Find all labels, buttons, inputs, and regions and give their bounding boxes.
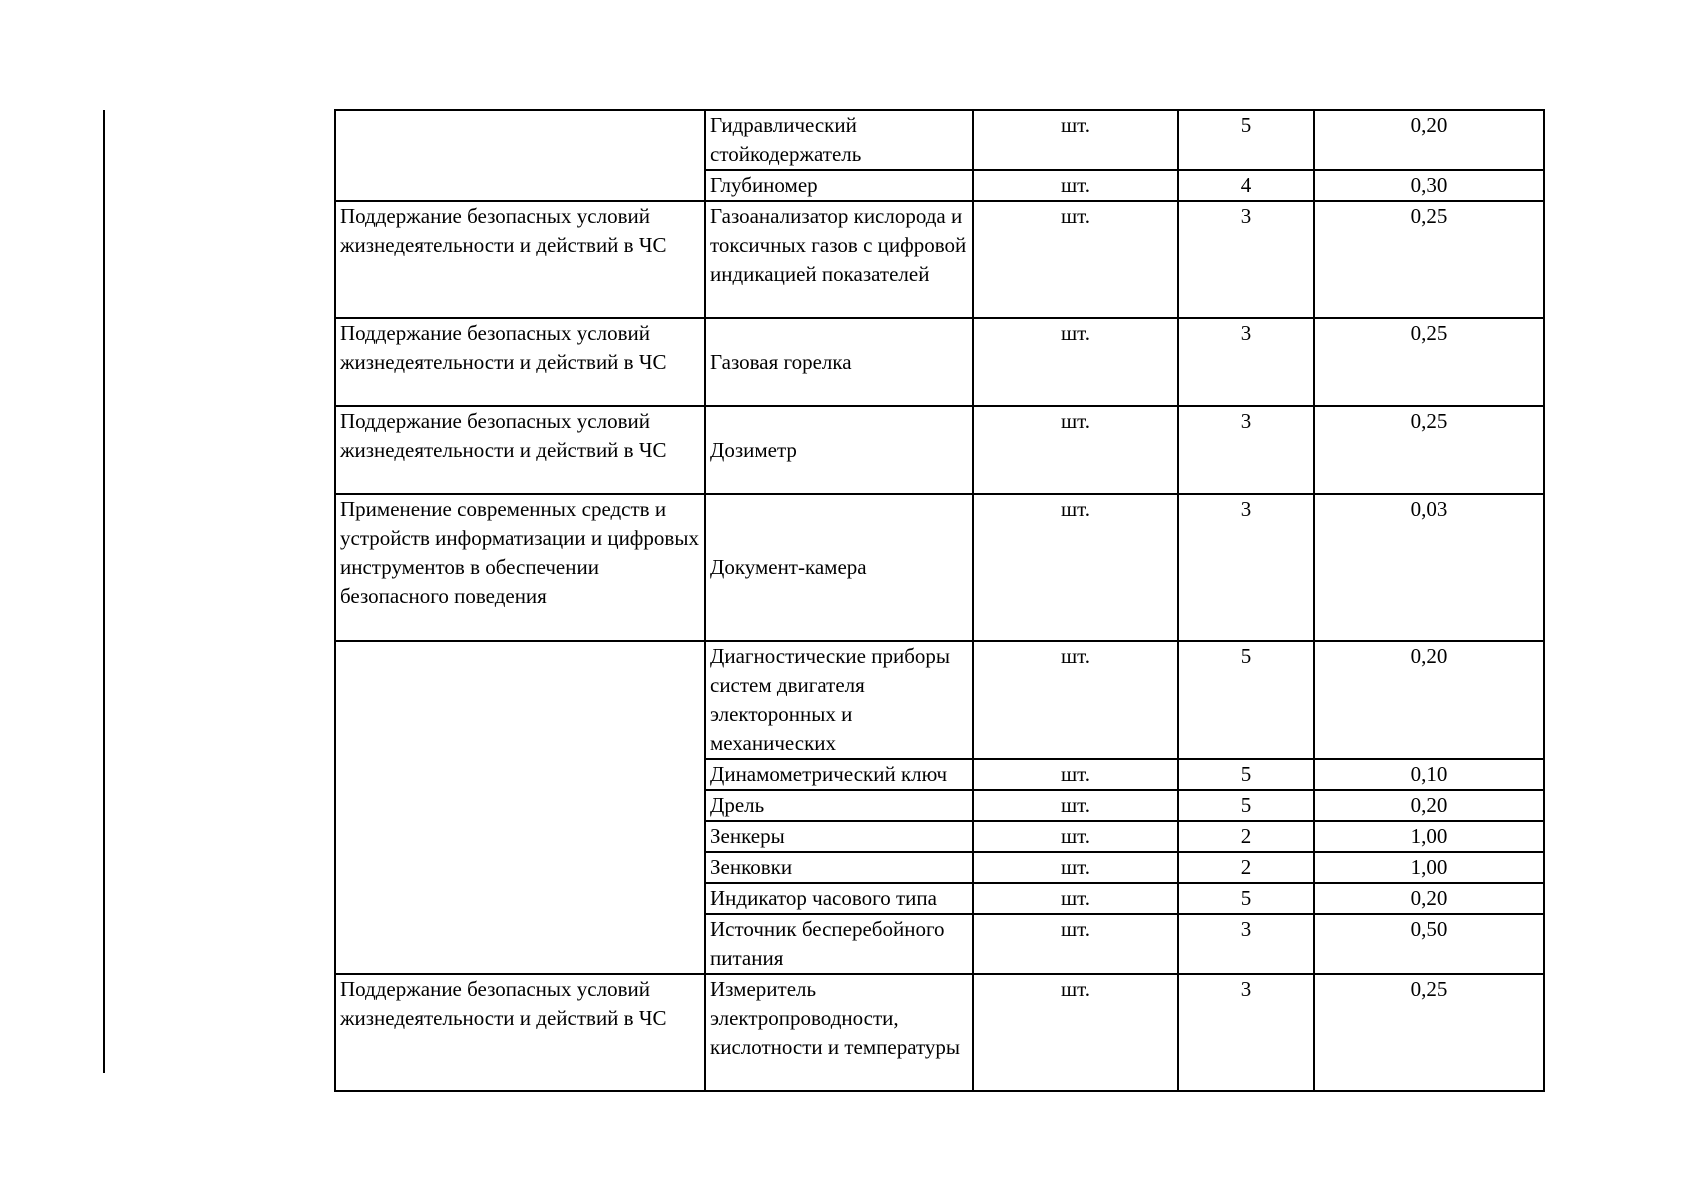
unit-cell: шт. [973,201,1178,318]
quantity-cell: 3 [1178,406,1314,494]
value-cell: 0,30 [1314,170,1544,201]
quantity-cell: 5 [1178,883,1314,914]
quantity-cell: 5 [1178,110,1314,170]
quantity-cell: 5 [1178,790,1314,821]
value-cell: 1,00 [1314,852,1544,883]
section-cell: Применение современных средств и устройств информатизации и цифровых инструментов в обеспечении безопасного поведения [335,494,705,641]
value-cell: 0,20 [1314,790,1544,821]
section-cell: Поддержание безопасных условий жизнедеятельности и действий в ЧС [335,201,705,318]
table-row [335,318,1544,406]
table-row [335,494,1544,641]
quantity-cell: 4 [1178,170,1314,201]
item-name-cell: Зенкеры [705,821,973,852]
unit-cell: шт. [973,318,1178,406]
unit-cell: шт. [973,759,1178,790]
value-cell: 0,25 [1314,318,1544,406]
table-row [335,406,1544,494]
item-name-cell: Зенковки [705,852,973,883]
value-cell: 0,20 [1314,110,1544,170]
quantity-cell: 3 [1178,494,1314,641]
item-name-cell: Дрель [705,790,973,821]
quantity-cell: 3 [1178,201,1314,318]
section-cell [335,641,705,974]
item-name-cell: Документ-камера [705,494,973,641]
table-row [335,974,1544,1091]
quantity-cell: 5 [1178,641,1314,759]
quantity-cell: 5 [1178,759,1314,790]
value-cell: 0,25 [1314,974,1544,1091]
quantity-cell: 3 [1178,914,1314,974]
section-cell: Поддержание безопасных условий жизнедеятельности и действий в ЧС [335,318,705,406]
quantity-cell: 2 [1178,821,1314,852]
equipment-table [334,109,1545,1092]
item-name-cell: Газовая горелка [705,318,973,406]
value-cell: 0,20 [1314,641,1544,759]
section-cell: Поддержание безопасных условий жизнедеятельности и действий в ЧС [335,974,705,1091]
value-cell: 0,03 [1314,494,1544,641]
unit-cell: шт. [973,914,1178,974]
item-name-cell: Дозиметр [705,406,973,494]
unit-cell: шт. [973,494,1178,641]
unit-cell: шт. [973,821,1178,852]
quantity-cell: 3 [1178,974,1314,1091]
quantity-cell: 3 [1178,318,1314,406]
unit-cell: шт. [973,883,1178,914]
item-name-cell: Диагностические приборы систем двигателя электоронных и механических [705,641,973,759]
value-cell: 0,25 [1314,201,1544,318]
item-name-cell: Индикатор часового типа [705,883,973,914]
unit-cell: шт. [973,974,1178,1091]
unit-cell: шт. [973,406,1178,494]
value-cell: 0,20 [1314,883,1544,914]
value-cell: 0,10 [1314,759,1544,790]
unit-cell: шт. [973,790,1178,821]
value-cell: 0,25 [1314,406,1544,494]
section-cell [335,110,705,201]
item-name-cell: Глубиномер [705,170,973,201]
item-name-cell: Газоанализатор кислорода и токсичных газов с цифровой индикацией показателей [705,201,973,318]
unit-cell: шт. [973,641,1178,759]
quantity-cell: 2 [1178,852,1314,883]
unit-cell: шт. [973,110,1178,170]
value-cell: 0,50 [1314,914,1544,974]
table-row [335,201,1544,318]
table-row [335,110,1544,170]
table-row [335,641,1544,759]
value-cell: 1,00 [1314,821,1544,852]
item-name-cell: Источник бесперебойного питания [705,914,973,974]
unit-cell: шт. [973,170,1178,201]
item-name-cell: Измеритель электропроводности, кислотности и температуры [705,974,973,1091]
item-name-cell: Динамометрический ключ [705,759,973,790]
page-margin-line [103,110,105,1073]
item-name-cell: Гидравлический стойкодержатель [705,110,973,170]
section-cell: Поддержание безопасных условий жизнедеятельности и действий в ЧС [335,406,705,494]
unit-cell: шт. [973,852,1178,883]
